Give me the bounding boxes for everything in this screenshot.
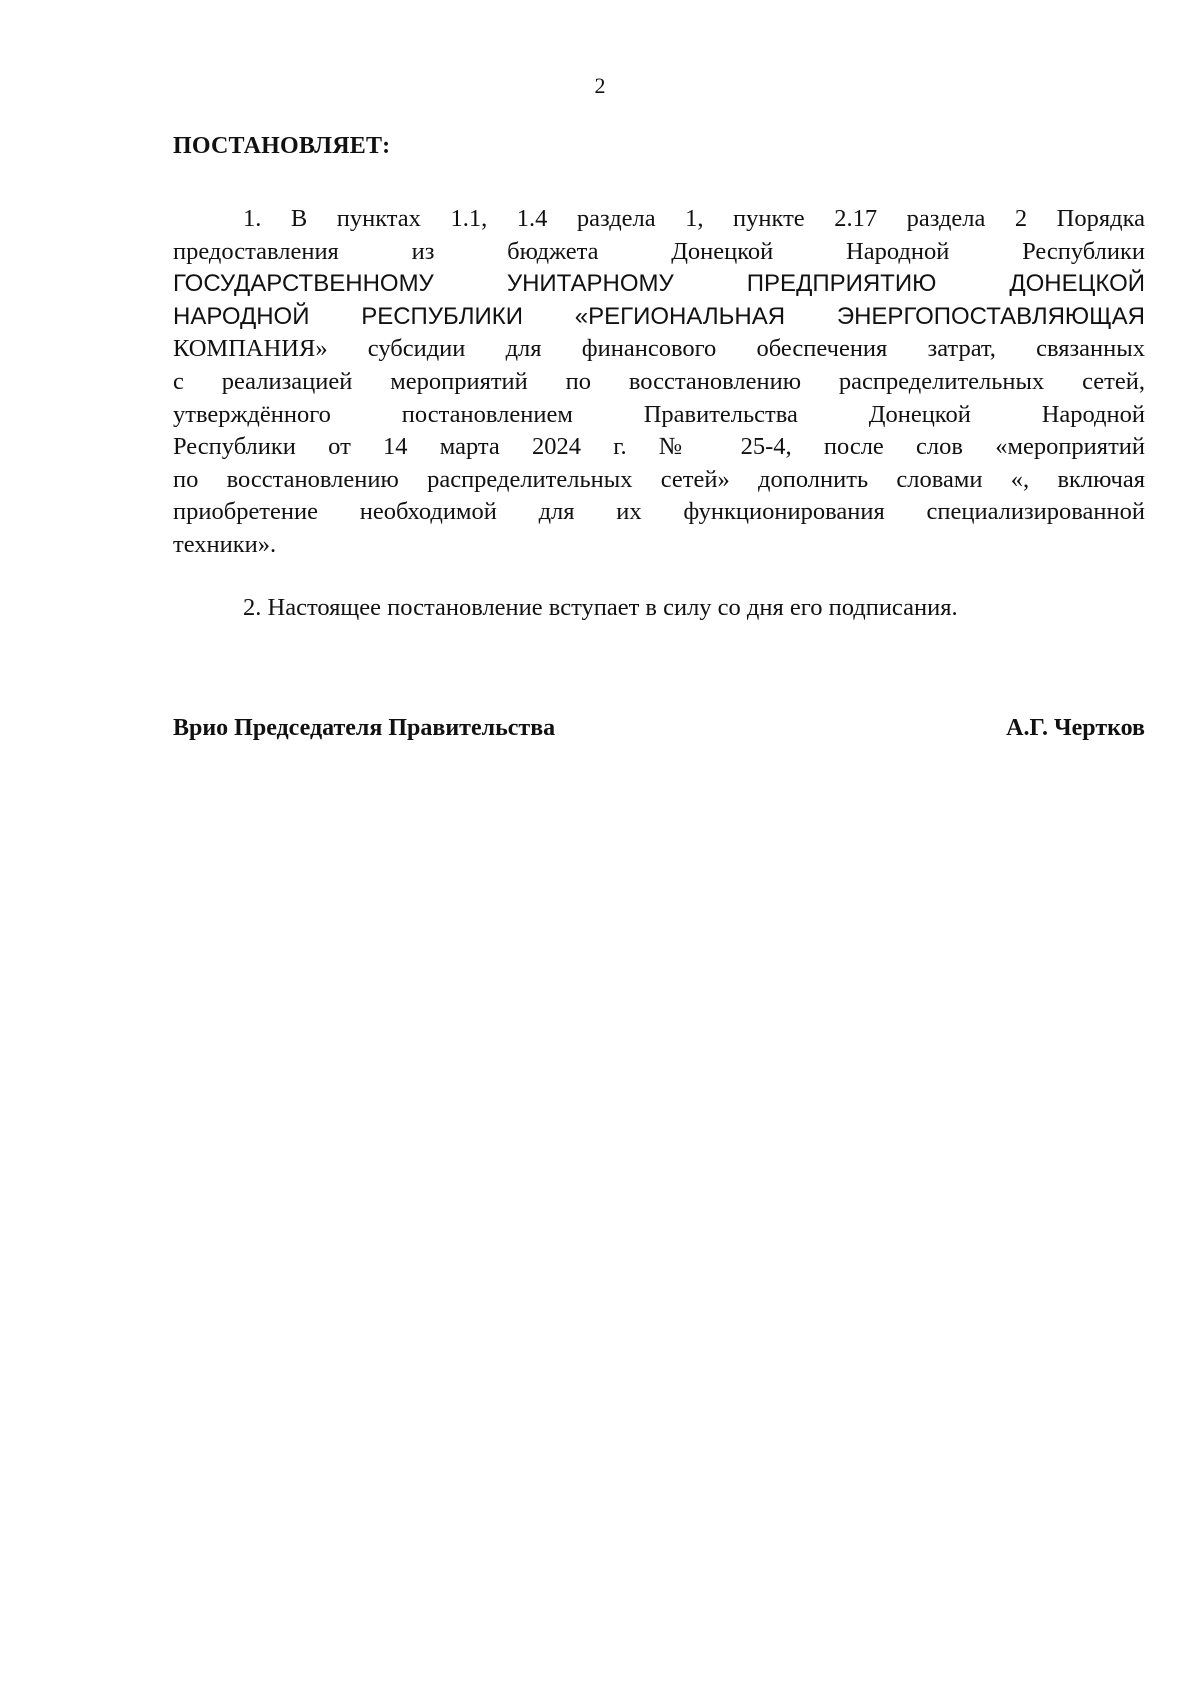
signatory-title: Врио Председателя Правительства bbox=[173, 715, 556, 741]
paragraph-1-line-4: НАРОДНОЙ РЕСПУБЛИКИ «РЕГИОНАЛЬНАЯ ЭНЕРГОПОСТАВЛЯЮЩАЯ bbox=[173, 302, 1145, 330]
resolution-heading: ПОСТАНОВЛЯЕТ: bbox=[173, 133, 391, 159]
paragraph-2-text: 2. Настоящее постановление вступает в силу со дня его подписания. bbox=[243, 594, 958, 621]
signatory-name: А.Г. Чертков bbox=[1006, 715, 1145, 741]
page-number: 2 bbox=[594, 73, 606, 98]
paragraph-1-line-11: техники». bbox=[173, 530, 277, 558]
paragraph-1-line-10: приобретение необходимой для их функционирования специализированной bbox=[173, 498, 1145, 526]
paragraph-1-line-8: Республики от 14 марта 2024 г. № 25-4, после слов «мероприятий bbox=[173, 433, 1145, 461]
paragraph-1-line-1: 1. В пунктах 1.1, 1.4 раздела 1, пункте 2.17 раздела 2 Порядка bbox=[243, 205, 1145, 232]
paragraph-1-line-6: с реализацией мероприятий по восстановлению распределительных сетей, bbox=[173, 367, 1145, 395]
paragraph-1-line-2: предоставления из бюджета Донецкой Народной Республики bbox=[173, 237, 1145, 265]
paragraph-1-line-5: КОМПАНИЯ» субсидии для финансового обеспечения затрат, связанных bbox=[173, 335, 1145, 363]
paragraph-1 bbox=[173, 203, 1145, 562]
signature-block bbox=[173, 712, 1145, 744]
paragraph-2 bbox=[173, 592, 1145, 625]
paragraph-1-line-3: ГОСУДАРСТВЕННОМУ УНИТАРНОМУ ПРЕДПРИЯТИЮ ДОНЕЦКОЙ bbox=[173, 270, 1145, 298]
paragraph-1-line-9: по восстановлению распределительных сетей» дополнить словами «, включая bbox=[173, 465, 1145, 493]
paragraph-1-line-7: утверждённого постановлением Правительства Донецкой Народной bbox=[173, 400, 1145, 428]
